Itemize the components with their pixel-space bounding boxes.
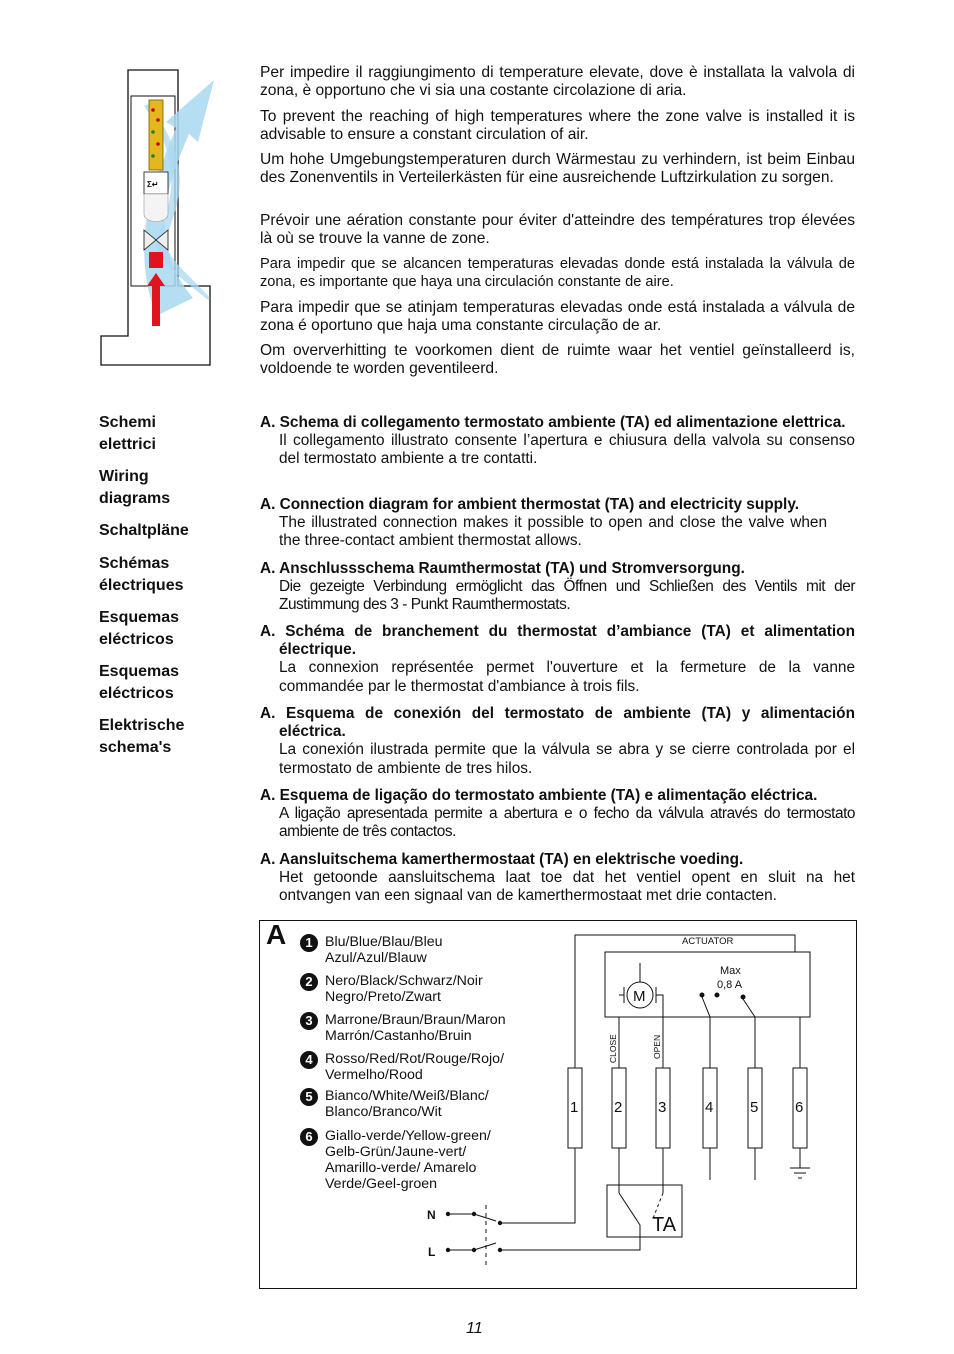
section-fr <box>260 623 855 696</box>
intro-paragraph-it: Per impedire il raggiungimento di temperature elevate, dove è installata la valvola di zona, è opportuno che vi sia una costante circolazione di aria. <box>260 64 855 100</box>
legend-line: Marrone/Braun/Braun/Maron <box>325 1012 506 1028</box>
legend-line: Blanco/Branco/Wit <box>325 1104 442 1120</box>
terminal-label-3: 3 <box>658 1099 667 1116</box>
section-heading: A. Esquema de ligação do termostato ambiente (TA) e alimentação eléctrica. <box>260 787 818 804</box>
section-nl <box>260 851 855 906</box>
intro-paragraph-nl: Om oververhitting te voorkomen dient de ruimte waar het ventiel geïnstalleerd is, voldoende te worden geventileerd. <box>260 342 855 378</box>
intro-paragraph-pt: Para impedir que se atinjam temperaturas elevadas onde está instalada a válvula de zona é oportuno que haja uma constante circulação de ar. <box>260 299 855 335</box>
side-label-nl: Elektrische schema's <box>99 717 185 756</box>
section-heading: A. Anschlussschema Raumthermostat (TA) und Stromversorgung. <box>260 560 745 577</box>
close-label: CLOSE <box>608 1034 618 1063</box>
section-body: A ligação apresentada permite a abertura e o fecho da válvula através do termostato ambiente de três contactos. <box>279 805 855 841</box>
max-current-label-1: Max <box>720 965 741 977</box>
side-label-it: Schemi elettrici <box>99 414 156 453</box>
section-en <box>260 496 855 551</box>
live-label: L <box>428 1245 436 1259</box>
air-circulation-illustration <box>98 68 228 368</box>
section-heading: A. Esquema de conexión del termostato de ambiente (TA) y alimentación eléctrica. <box>260 705 855 741</box>
side-label-es: Esquemas eléctricos <box>99 609 180 648</box>
section-heading: A. Schéma de branchement du thermostat d’ambiance (TA) et alimentation électrique. <box>260 623 855 659</box>
section-heading: A. Connection diagram for ambient thermostat (TA) and electricity supply. <box>260 496 800 513</box>
terminal-label-5: 5 <box>750 1099 759 1116</box>
wiring-schematic <box>420 925 850 1280</box>
legend-line: Gelb-Grün/Jaune-vert/ <box>325 1144 467 1160</box>
diagram-letter: A <box>266 919 287 950</box>
legend-number: 3 <box>300 1012 318 1030</box>
side-label-fr: Schémas électriques <box>99 555 184 594</box>
legend-number: 6 <box>300 1128 318 1146</box>
section-heading: A. Aansluitschema kamerthermostaat (TA) en elektrische voeding. <box>260 851 744 868</box>
page-number: 11 <box>466 1320 483 1337</box>
thermostat-label: TA <box>652 1214 677 1236</box>
max-current-label-2: 0,8 A <box>717 979 743 991</box>
open-label: OPEN <box>652 1034 662 1059</box>
section-de <box>260 560 855 615</box>
section-pt <box>260 787 855 842</box>
legend-line: Bianco/White/Weiß/Blanc/ <box>325 1088 489 1104</box>
intro-paragraph-en: To prevent the reaching of high temperatures where the zone valve is installed it is advisable to ensure a constant circulation of air. <box>260 108 855 144</box>
legend-line: Vermelho/Rood <box>325 1067 423 1083</box>
section-es <box>260 705 855 778</box>
section-body: La connexion représentée permet l'ouverture et la fermeture de la vanne commandée par le thermostat d'ambiance à trois fils. <box>279 659 855 695</box>
legend-number: 5 <box>300 1088 318 1106</box>
legend-line: Nero/Black/Schwarz/Noir <box>325 973 483 989</box>
legend-line: Negro/Preto/Zwart <box>325 989 441 1005</box>
intro-paragraph-fr: Prévoir une aération constante pour éviter d'atteindre des températures trop élevées là où se trouve la vanne de zone. <box>260 212 855 248</box>
legend-line: Giallo-verde/Yellow-green/ <box>325 1128 491 1144</box>
intro-paragraph-es: Para impedir que se alcancen temperaturas elevadas donde está instalada la válvula de zona, es importante que haya una circulación constante de aire. <box>260 256 855 290</box>
side-label-pt: Esquemas eléctricos <box>99 663 180 702</box>
actuator-label: ACTUATOR <box>682 936 734 947</box>
section-body: La conexión ilustrada permite que la válvula se abra y se cierre controlada por el termostato de ambiente de tres hilos. <box>279 741 855 777</box>
section-body: The illustrated connection makes it possible to open and close the valve when the three-contact ambient thermostat allows. <box>279 514 827 550</box>
side-label-de: Schaltpläne <box>99 522 189 539</box>
legend-number: 2 <box>300 973 318 991</box>
svg-text:Σ↵: Σ↵ <box>147 180 159 189</box>
legend-number: 4 <box>300 1051 318 1069</box>
terminal-label-6: 6 <box>795 1099 804 1116</box>
section-it <box>260 414 855 469</box>
intro-paragraph-de: Um hohe Umgebungstemperaturen durch Wärmestau zu verhindern, ist beim Einbau des Zonenventils in Verteilerkästen für eine ausreichende Luftzirkulation zu sorgen. <box>260 151 855 187</box>
section-body: Het getoonde aansluitschema laat toe dat het ventiel opent en sluit na het ontvangen van een signaal van de kamerthermostaat met drie contacten. <box>279 869 855 905</box>
legend-line: Marrón/Castanho/Bruin <box>325 1028 472 1044</box>
legend-number: 1 <box>300 934 318 952</box>
legend-line: Amarillo-verde/ Amarelo <box>325 1160 477 1176</box>
terminal-label-4: 4 <box>705 1099 714 1116</box>
legend-line: Azul/Azul/Blauw <box>325 950 427 966</box>
neutral-label: N <box>427 1208 436 1222</box>
section-body: Il collegamento illustrato consente l’apertura e chiusura della valvola su consenso del termostato ambiente a tre contatti. <box>279 432 855 468</box>
motor-label: M <box>633 988 646 1005</box>
section-heading: A. Schema di collegamento termostato ambiente (TA) ed alimentazione elettrica. <box>260 414 846 431</box>
terminal-label-2: 2 <box>614 1099 623 1116</box>
legend-line: Verde/Geel-groen <box>325 1176 437 1192</box>
legend-line: Blu/Blue/Blau/Bleu <box>325 934 443 950</box>
side-label-en: Wiring diagrams <box>99 468 171 507</box>
section-body: Die gezeigte Verbindung ermöglicht das Öffnen und Schließen des Ventils mit der Zustimmung des 3 - Punkt Raumthermostats. <box>279 578 855 614</box>
legend-line: Rosso/Red/Rot/Rouge/Rojo/ <box>325 1051 505 1067</box>
terminal-label-1: 1 <box>570 1099 579 1116</box>
